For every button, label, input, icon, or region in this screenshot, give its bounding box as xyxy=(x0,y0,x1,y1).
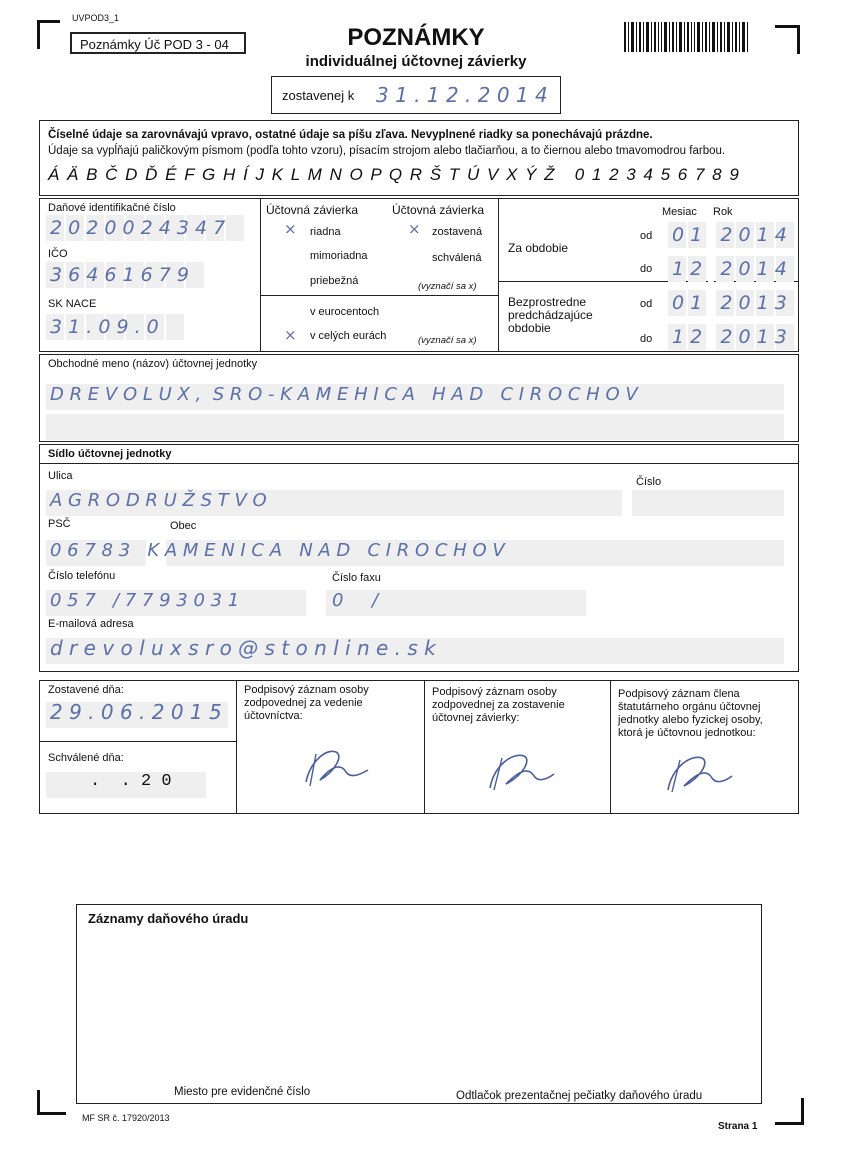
form-box xyxy=(70,32,246,54)
ico-value: 3 6 4 6 1 6 7 9 xyxy=(50,264,189,286)
page-number: Strana 1 xyxy=(718,1121,758,1132)
sample-characters: Á Ä B Č D Ď É F G H Í J K L M N O P Q R Š T Ú V X Ý Ž 0 1 2 3 4 5 6 7 8 9 xyxy=(48,165,741,184)
nace-label: SK NACE xyxy=(48,298,97,310)
mimoriadna-label: mimoriadna xyxy=(310,250,368,262)
signature-1 xyxy=(296,742,376,792)
zostavena-label: zostavená xyxy=(432,226,483,238)
prev-to-value: 1 2 2 0 1 3 xyxy=(672,326,787,348)
approved-on-value: . . 2 0 xyxy=(90,772,172,791)
form-code: UVPOD3_1 xyxy=(72,13,120,23)
obec-label: Obec xyxy=(170,520,197,532)
ico-label: IČO xyxy=(48,248,68,260)
od-label-2: od xyxy=(640,298,653,310)
mark-note: (vyznačí sa x) xyxy=(418,281,477,292)
priebezna-label: priebežná xyxy=(310,275,359,287)
email-value: d r e v o l u x s r o @ s t o n l i n e . s k xyxy=(50,636,436,660)
seat-title: Sídlo účtovnej jednotky xyxy=(48,448,172,460)
fax-label: Číslo faxu xyxy=(332,572,381,584)
compiled-on-label: Zostavené dňa: xyxy=(48,684,124,696)
dic-label: Daňové identifikačné číslo xyxy=(48,202,176,214)
signature-2 xyxy=(482,746,562,796)
x-mark-riadna[interactable]: × xyxy=(284,220,297,238)
compiled-on-value: 2 9 . 0 6 . 2 0 1 5 xyxy=(50,700,222,724)
mark-note-2: (vyznačí sa x) xyxy=(418,335,477,346)
month-label: Mesiac xyxy=(662,206,697,218)
prev-period-label: Bezprostredne predchádzajúce obdobie xyxy=(508,295,593,335)
eurocentoch-label: v eurocentoch xyxy=(310,306,380,318)
current-from-value: 0 1 2 0 1 4 xyxy=(672,224,787,246)
corner-mark-bottom-right xyxy=(775,1098,804,1125)
prev-from-value: 0 1 2 0 1 3 xyxy=(672,292,787,314)
stamp-label: Odtlačok prezentačnej pečiatky daňového úradu xyxy=(456,1090,703,1102)
corner-mark-top-left xyxy=(37,20,60,49)
psc-obec-value: 0 6 7 8 3 K A M E N I C A N A D C I R O C H O V xyxy=(50,540,505,561)
celych-eurach-label: v celých eurách xyxy=(310,330,387,342)
do-label: do xyxy=(640,263,653,275)
company-name-label: Obchodné meno (názov) účtovnej jednotky xyxy=(48,358,258,370)
psc-label: PSČ xyxy=(48,518,71,530)
number-grid xyxy=(632,490,784,516)
instructions-box xyxy=(39,120,799,196)
x-mark-celych-eurach[interactable]: × xyxy=(284,326,297,344)
compiled-date-box xyxy=(271,76,561,114)
sig3-label: Podpisový záznam člena štatutárneho orgánu účtovnej jednotky alebo fyzickej osoby, ktorá je účtovnou jednotkou: xyxy=(618,688,763,739)
instructions-line1: Číselné údaje sa zarovnávajú vpravo, ostatné údaje sa píšu zľava. Nevyplnené riadky sa ponechávajú prázdne. xyxy=(48,129,653,141)
za-obdobie-label: Za obdobie xyxy=(508,241,569,255)
company-name-grid-2 xyxy=(46,414,784,440)
od-label: od xyxy=(640,230,653,242)
compiled-date-value: 3 1 . 1 2 . 2 0 1 4 xyxy=(376,83,548,107)
page-subtitle: individuálnej účtovnej závierky xyxy=(305,53,527,70)
phone-value: 0 5 7 / 7 7 9 3 0 3 1 xyxy=(50,590,240,611)
corner-mark-top-right xyxy=(775,25,800,54)
company-name-value: D R E V O L U X , S R O - K A M E H I C A H A D C I R O C H O V xyxy=(50,384,638,405)
do-label-2: do xyxy=(640,333,653,345)
page-title: POZNÁMKY xyxy=(347,24,485,51)
instructions-line2: Údaje sa vypĺňajú paličkovým písmom (podľa tohto vzoru), písacím strojom alebo tlačiarňou, a to čiernou alebo tmavomodrou farbou. xyxy=(48,145,726,157)
email-label: E-mailová adresa xyxy=(48,618,134,630)
mf-number: MF SR č. 17920/2013 xyxy=(82,1113,170,1123)
sig1-label: Podpisový záznam osoby zodpovednej za vedenie účtovníctva: xyxy=(244,684,369,722)
street-label: Ulica xyxy=(48,470,73,482)
corner-mark-bottom-left xyxy=(37,1090,66,1115)
nace-value: 3 1 . 0 9 . 0 xyxy=(50,316,159,338)
fax-value: 0 / xyxy=(332,590,379,611)
schvalena-label: schválená xyxy=(432,252,482,264)
dic-value: 2 0 2 0 0 2 4 3 4 7 xyxy=(50,217,226,239)
approved-on-label: Schválené dňa: xyxy=(48,752,124,764)
riadna-label: riadna xyxy=(310,226,341,238)
form-box-label: Poznámky Úč POD 3 - 04 xyxy=(80,37,229,52)
tax-office-section xyxy=(76,904,762,1104)
number-label: Číslo xyxy=(636,476,662,488)
phone-label: Číslo telefónu xyxy=(48,570,116,582)
statement-col2-title: Účtovná závierka xyxy=(392,203,485,217)
compiled-label: zostavenej k xyxy=(282,88,355,103)
signature-3 xyxy=(660,748,740,798)
year-label: Rok xyxy=(713,206,733,218)
statement-col1-title: Účtovná závierka xyxy=(266,203,359,217)
current-to-value: 1 2 2 0 1 4 xyxy=(672,258,787,280)
street-value: A G R O D R U Ž S T V O xyxy=(50,490,267,511)
barcode xyxy=(624,22,748,52)
tax-office-title: Záznamy daňového úradu xyxy=(88,911,249,926)
x-mark-zostavena[interactable]: × xyxy=(408,220,421,238)
sig2-label: Podpisový záznam osoby zodpovednej za zostavenie účtovnej závierky: xyxy=(432,686,565,724)
place-label: Miesto pre evidenčné číslo xyxy=(174,1086,311,1098)
